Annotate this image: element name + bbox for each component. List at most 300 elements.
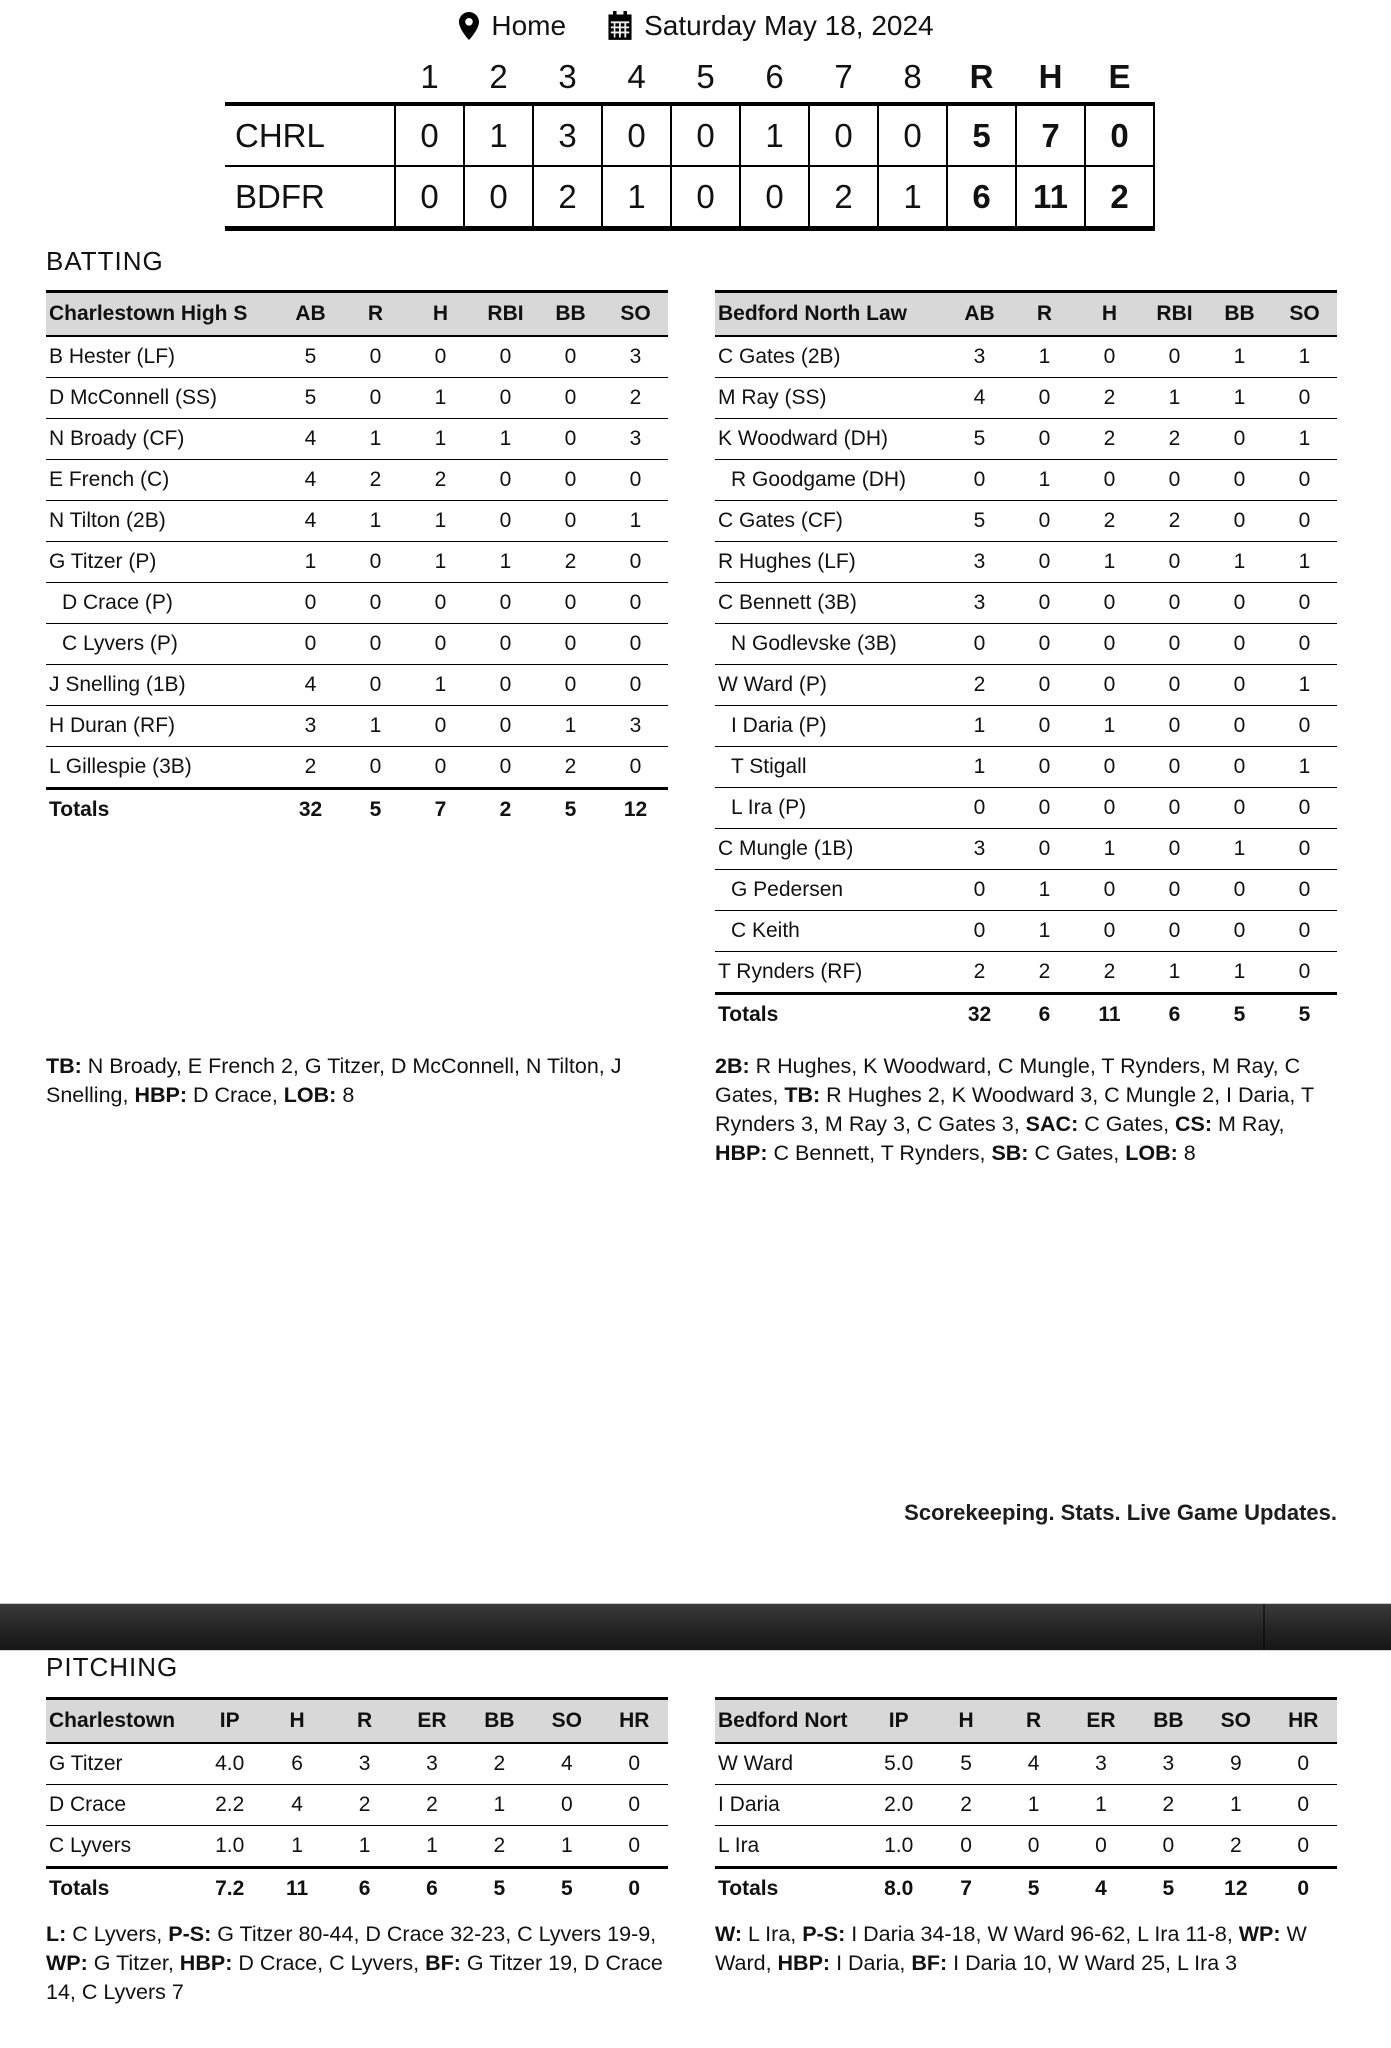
player-row — [46, 501, 668, 542]
stat-cell: 1 — [1207, 542, 1272, 583]
stat-cell: 1 — [343, 501, 408, 542]
note-text: C Gates, — [1028, 1141, 1126, 1166]
stat-cell: 2 — [1077, 419, 1142, 460]
stat-cell: 2 — [1012, 952, 1077, 994]
stat-header-row — [715, 1699, 1337, 1744]
player-row — [715, 583, 1337, 624]
stat-cell: 0 — [538, 419, 603, 460]
player-name-cell: M Ray (SS) — [715, 378, 947, 419]
stat-cell: 3 — [398, 1743, 465, 1785]
stat-header-row — [46, 1699, 668, 1744]
stat-cell: 5.0 — [865, 1743, 932, 1785]
totals-row — [715, 994, 1337, 1036]
summary-score-cell: 5 — [947, 104, 1016, 166]
inning-score-cell: 2 — [809, 166, 878, 229]
stat-cell: 2.0 — [865, 1785, 932, 1826]
stat-cell: 1 — [1012, 460, 1077, 501]
stat-cell: 0 — [473, 706, 538, 747]
linescore-team-row — [225, 104, 1154, 166]
note-label: SAC: — [1025, 1112, 1079, 1137]
inning-score-cell: 0 — [878, 104, 947, 166]
ad-banner[interactable] — [0, 1603, 1391, 1651]
note-label: SB: — [991, 1141, 1029, 1166]
stat-cell: 0 — [473, 583, 538, 624]
note-label: HBP: — [777, 1951, 831, 1976]
stat-column-header: BB — [1207, 292, 1272, 337]
inning-score-cell: 0 — [809, 104, 878, 166]
stat-column-header: H — [263, 1699, 330, 1744]
stat-cell: 3 — [1135, 1743, 1202, 1785]
stat-cell: 2 — [331, 1785, 398, 1826]
stat-cell: 0 — [343, 336, 408, 378]
player-row — [715, 911, 1337, 952]
player-row — [715, 870, 1337, 911]
stat-cell: 2 — [343, 460, 408, 501]
stat-column-header: IP — [196, 1699, 263, 1744]
stat-cell: 0 — [473, 460, 538, 501]
stat-cell: 1 — [343, 419, 408, 460]
linescore-corner-cell — [225, 52, 395, 104]
note-label: L: — [46, 1922, 67, 1946]
totals-stat-cell: 7.2 — [196, 1868, 263, 1910]
inning-header: 8 — [903, 58, 922, 95]
pitching-notes-charlestown — [46, 1920, 666, 2007]
player-row — [715, 1785, 1337, 1826]
stat-cell: 0 — [1077, 460, 1142, 501]
player-name-cell: R Hughes (LF) — [715, 542, 947, 583]
note-label: P-S: — [168, 1922, 212, 1946]
stat-cell: 0 — [1142, 460, 1207, 501]
note-label: W: — [715, 1922, 743, 1946]
totals-stat-cell: 5 — [1000, 1868, 1067, 1910]
note-text: G Titzer 19, D Crace 14, C Lyvers 7 — [46, 1951, 663, 2005]
note-label: LOB: — [283, 1083, 337, 1108]
stat-column-header: H — [1077, 292, 1142, 337]
stat-cell: 1 — [398, 1826, 465, 1868]
note-text: G Titzer, — [87, 1951, 180, 1976]
player-row — [715, 1743, 1337, 1785]
stat-column-header: RBI — [1142, 292, 1207, 337]
stat-cell: 2 — [538, 747, 603, 789]
stat-cell: 0 — [1207, 706, 1272, 747]
stat-cell: 0 — [932, 1826, 999, 1868]
stat-cell: 1 — [947, 747, 1012, 788]
stat-cell: 0 — [1270, 1785, 1337, 1826]
stat-cell: 0 — [1207, 419, 1272, 460]
stat-cell: 4 — [278, 419, 343, 460]
totals-row — [715, 1868, 1337, 1910]
stat-cell: 0 — [408, 747, 473, 789]
stat-column-header: AB — [947, 292, 1012, 337]
note-label: HBP: — [179, 1951, 233, 1976]
stat-cell: 0 — [1012, 829, 1077, 870]
stat-cell: 4 — [1000, 1743, 1067, 1785]
player-name-cell: C Lyvers — [46, 1826, 196, 1868]
player-name-cell: E French (C) — [46, 460, 278, 501]
stat-cell: 0 — [1142, 624, 1207, 665]
stat-cell: 1 — [1012, 911, 1077, 952]
inning-score-cell: 1 — [740, 104, 809, 166]
note-label: BF: — [911, 1951, 948, 1976]
stat-cell: 2 — [538, 542, 603, 583]
note-text: C Bennett, T Rynders, — [767, 1141, 992, 1166]
stat-cell: 0 — [603, 460, 668, 501]
stat-column-header: HR — [1270, 1699, 1337, 1744]
player-row — [46, 378, 668, 419]
stat-cell: 0 — [1142, 829, 1207, 870]
stat-cell: 0 — [1272, 460, 1337, 501]
location-label: Home — [491, 10, 567, 41]
player-name-cell: I Daria — [715, 1785, 865, 1826]
stat-cell: 0 — [1207, 583, 1272, 624]
stat-cell: 0 — [1270, 1826, 1337, 1868]
note-label: BF: — [425, 1951, 461, 1976]
stat-cell: 0 — [343, 665, 408, 706]
stat-cell: 1 — [278, 542, 343, 583]
stat-header-row — [715, 292, 1337, 337]
totals-stat-cell: 32 — [278, 789, 343, 831]
stat-cell: 0 — [1142, 870, 1207, 911]
inning-header: 1 — [420, 58, 439, 95]
stat-cell: 1 — [1272, 665, 1337, 706]
stat-cell: 0 — [1272, 501, 1337, 542]
note-text: L Ira, — [742, 1922, 803, 1946]
inning-score-cell: 1 — [878, 166, 947, 229]
summary-score-cell: 7 — [1016, 104, 1085, 166]
stat-column-header: H — [408, 292, 473, 337]
stat-cell: 0 — [1077, 336, 1142, 378]
totals-stat-cell: 6 — [1012, 994, 1077, 1036]
player-row — [46, 747, 668, 789]
player-name-cell: T Rynders (RF) — [715, 952, 947, 994]
player-row — [715, 542, 1337, 583]
stat-cell: 0 — [408, 706, 473, 747]
stat-cell: 2 — [1142, 501, 1207, 542]
note-text: D Crace, — [187, 1083, 284, 1108]
stat-cell: 0 — [1012, 788, 1077, 829]
stat-cell: 1.0 — [865, 1826, 932, 1868]
inning-score-cell: 0 — [395, 104, 464, 166]
stat-cell: 0 — [1067, 1826, 1134, 1868]
player-row — [46, 665, 668, 706]
totals-stat-cell: 5 — [466, 1868, 533, 1910]
stat-cell: 3 — [278, 706, 343, 747]
stat-cell: 1 — [473, 542, 538, 583]
inning-header: 2 — [489, 58, 508, 95]
stat-cell: 1 — [1207, 829, 1272, 870]
stat-cell: 3 — [603, 706, 668, 747]
stat-cell: 3 — [947, 583, 1012, 624]
stat-cell: 0 — [1272, 706, 1337, 747]
stat-cell: 0 — [1272, 624, 1337, 665]
linescore-table — [225, 52, 1155, 231]
stat-cell: 0 — [1012, 665, 1077, 706]
stat-cell: 2 — [1077, 501, 1142, 542]
stat-cell: 1 — [1272, 336, 1337, 378]
stat-cell: 0 — [1142, 665, 1207, 706]
note-text: R Hughes 2, K Woodward 3, C Mungle 2, I Daria, T Rynders 3, M Ray 3, C Gates 3, — [715, 1083, 1314, 1137]
player-name-cell: D Crace — [46, 1785, 196, 1826]
note-text: 8 — [1177, 1141, 1196, 1166]
stat-cell: 5 — [278, 336, 343, 378]
stat-cell: 1 — [1272, 542, 1337, 583]
stat-column-header: ER — [1067, 1699, 1134, 1744]
stat-cell: 0 — [1012, 378, 1077, 419]
stat-cell: 0 — [601, 1785, 668, 1826]
stat-cell: 9 — [1202, 1743, 1269, 1785]
stat-cell: 0 — [947, 624, 1012, 665]
stat-column-header: SO — [603, 292, 668, 337]
stat-cell: 0 — [1270, 1743, 1337, 1785]
note-text: D Crace, C Lyvers, — [232, 1951, 426, 1976]
player-name-cell: L Ira (P) — [715, 788, 947, 829]
totals-stat-cell: 6 — [398, 1868, 465, 1910]
totals-stat-cell: 5 — [1272, 994, 1337, 1036]
totals-stat-cell: 5 — [1135, 1868, 1202, 1910]
stat-column-header: AB — [278, 292, 343, 337]
stat-cell: 2 — [278, 747, 343, 789]
stat-cell: 0 — [1077, 870, 1142, 911]
inning-score-cell: 1 — [602, 166, 671, 229]
stat-column-header: BB — [466, 1699, 533, 1744]
stat-cell: 0 — [601, 1826, 668, 1868]
stat-cell: 1 — [331, 1826, 398, 1868]
totals-stat-cell: 7 — [408, 789, 473, 831]
stat-cell: 0 — [947, 870, 1012, 911]
stat-cell: 0 — [473, 747, 538, 789]
player-row — [715, 419, 1337, 460]
player-row — [46, 419, 668, 460]
player-row — [46, 1826, 668, 1868]
player-name-cell: N Tilton (2B) — [46, 501, 278, 542]
stat-cell: 3 — [603, 336, 668, 378]
stat-cell: 1 — [1067, 1785, 1134, 1826]
summary-header: E — [1108, 58, 1131, 95]
totals-stat-cell: 11 — [263, 1868, 330, 1910]
stat-cell: 0 — [343, 583, 408, 624]
stat-cell: 1 — [1012, 336, 1077, 378]
stat-cell: 1 — [603, 501, 668, 542]
stat-cell: 4 — [533, 1743, 600, 1785]
player-row — [715, 336, 1337, 378]
stat-cell: 0 — [601, 1743, 668, 1785]
stat-cell: 4 — [278, 501, 343, 542]
player-row — [715, 747, 1337, 788]
stat-cell: 0 — [1142, 336, 1207, 378]
stat-cell: 3 — [603, 419, 668, 460]
stat-cell: 3 — [331, 1743, 398, 1785]
player-name-cell: D Crace (P) — [46, 583, 278, 624]
totals-stat-cell: 0 — [601, 1868, 668, 1910]
player-name-cell: B Hester (LF) — [46, 336, 278, 378]
stat-cell: 2 — [1077, 952, 1142, 994]
stat-cell: 2 — [1142, 419, 1207, 460]
player-row — [715, 624, 1337, 665]
stat-cell: 1 — [1077, 542, 1142, 583]
inning-header: 4 — [627, 58, 646, 95]
stat-column-header: SO — [1272, 292, 1337, 337]
stat-cell: 0 — [538, 624, 603, 665]
stat-cell: 0 — [473, 378, 538, 419]
stat-header-row — [46, 292, 668, 337]
player-name-cell: C Lyvers (P) — [46, 624, 278, 665]
totals-label-cell: Totals — [715, 994, 947, 1036]
totals-row — [46, 1868, 668, 1910]
stat-cell: 4 — [947, 378, 1012, 419]
team-name-header: Charlestown — [46, 1699, 196, 1744]
player-row — [715, 501, 1337, 542]
stat-cell: 1 — [1077, 706, 1142, 747]
totals-stat-cell: 11 — [1077, 994, 1142, 1036]
stat-cell: 0 — [1207, 788, 1272, 829]
stat-cell: 1 — [408, 378, 473, 419]
stat-column-header: BB — [1135, 1699, 1202, 1744]
stat-cell: 1 — [1000, 1785, 1067, 1826]
totals-stat-cell: 32 — [947, 994, 1012, 1036]
totals-stat-cell: 0 — [1270, 1868, 1337, 1910]
stat-cell: 0 — [1207, 460, 1272, 501]
stat-cell: 1 — [1272, 419, 1337, 460]
stat-cell: 5 — [278, 378, 343, 419]
stat-cell: 0 — [1077, 624, 1142, 665]
stat-cell: 2 — [1077, 378, 1142, 419]
player-name-cell: I Daria (P) — [715, 706, 947, 747]
stat-cell: 1 — [473, 419, 538, 460]
team-name-header: Bedford Nort — [715, 1699, 865, 1744]
linescore-header-row — [225, 52, 1154, 104]
stat-cell: 0 — [1272, 829, 1337, 870]
stat-cell: 0 — [1142, 788, 1207, 829]
stat-cell: 4 — [278, 460, 343, 501]
stat-cell: 0 — [473, 336, 538, 378]
tagline-text: Scorekeeping. Stats. Live Game Updates. — [904, 1500, 1337, 1525]
team-code: CHRL — [225, 104, 395, 166]
note-text: I Daria 10, W Ward 25, L Ira 3 — [947, 1951, 1238, 1976]
player-row — [715, 1826, 1337, 1868]
player-name-cell: G Titzer — [46, 1743, 196, 1785]
player-name-cell: D McConnell (SS) — [46, 378, 278, 419]
stat-cell: 0 — [947, 788, 1012, 829]
stat-cell: 1 — [408, 542, 473, 583]
inning-score-cell: 0 — [602, 104, 671, 166]
stat-column-header: SO — [533, 1699, 600, 1744]
summary-header: H — [1038, 58, 1063, 95]
stat-cell: 0 — [1207, 911, 1272, 952]
stat-cell: 3 — [947, 336, 1012, 378]
stat-cell: 0 — [538, 665, 603, 706]
note-label: TB: — [784, 1083, 821, 1108]
player-row — [46, 1785, 668, 1826]
totals-stat-cell: 6 — [331, 1868, 398, 1910]
stat-cell: 2 — [1202, 1826, 1269, 1868]
stat-cell: 0 — [1272, 583, 1337, 624]
stat-cell: 5 — [947, 501, 1012, 542]
team-name-header: Charlestown High S — [46, 292, 278, 337]
stat-cell: 1 — [1142, 378, 1207, 419]
stat-cell: 2 — [947, 952, 1012, 994]
stat-cell: 0 — [343, 747, 408, 789]
stat-cell: 3 — [947, 542, 1012, 583]
stat-cell: 0 — [1142, 747, 1207, 788]
stat-cell: 6 — [263, 1743, 330, 1785]
note-text: 8 — [336, 1083, 355, 1108]
player-name-cell: W Ward (P) — [715, 665, 947, 706]
stat-cell: 4 — [278, 665, 343, 706]
stat-cell: 2 — [466, 1826, 533, 1868]
player-row — [715, 788, 1337, 829]
stat-cell: 2 — [947, 665, 1012, 706]
stat-column-header: R — [1012, 292, 1077, 337]
batting-notes-bedford — [715, 1052, 1343, 1168]
note-text: C Lyvers, — [66, 1922, 169, 1946]
stat-cell: 0 — [947, 911, 1012, 952]
batting-section-title: BATTING — [46, 246, 164, 276]
stat-cell: 0 — [1012, 747, 1077, 788]
stat-cell: 0 — [408, 583, 473, 624]
stat-cell: 0 — [1272, 911, 1337, 952]
stat-cell: 1 — [263, 1826, 330, 1868]
note-text: R Hughes, K Woodward, C Mungle, T Rynders, M Ray, C Gates, — [715, 1054, 1301, 1108]
player-name-cell: C Keith — [715, 911, 947, 952]
stat-cell: 1 — [1012, 870, 1077, 911]
stat-cell: 0 — [1272, 870, 1337, 911]
stat-cell: 1 — [533, 1826, 600, 1868]
player-row — [46, 542, 668, 583]
pitching-notes-bedford — [715, 1920, 1343, 1978]
summary-score-cell: 6 — [947, 166, 1016, 229]
totals-stat-cell: 5 — [538, 789, 603, 831]
totals-stat-cell: 5 — [1207, 994, 1272, 1036]
inning-score-cell: 0 — [740, 166, 809, 229]
stat-column-header: R — [331, 1699, 398, 1744]
game-header — [0, 10, 1391, 42]
note-label: WP: — [46, 1951, 88, 1976]
player-row — [715, 952, 1337, 994]
stat-column-header: SO — [1202, 1699, 1269, 1744]
note-label: 2B: — [715, 1054, 750, 1078]
stat-cell: 0 — [538, 378, 603, 419]
totals-stat-cell: 12 — [603, 789, 668, 831]
stat-cell: 1 — [1207, 336, 1272, 378]
summary-header: R — [969, 58, 994, 95]
player-row — [46, 624, 668, 665]
stat-cell: 0 — [1012, 583, 1077, 624]
totals-stat-cell: 5 — [533, 1868, 600, 1910]
stat-cell: 0 — [1077, 911, 1142, 952]
note-text: I Daria, — [830, 1951, 912, 1976]
player-row — [715, 460, 1337, 501]
pitching-table-charlestown — [46, 1697, 668, 1909]
stat-cell: 0 — [538, 460, 603, 501]
team-name-header: Bedford North Law — [715, 292, 947, 337]
summary-score-cell: 0 — [1085, 104, 1154, 166]
stat-cell: 0 — [343, 624, 408, 665]
stat-cell: 0 — [278, 624, 343, 665]
stat-cell: 0 — [538, 501, 603, 542]
stat-cell: 2 — [408, 460, 473, 501]
game-date — [606, 10, 934, 42]
player-row — [46, 583, 668, 624]
linescore-team-row — [225, 166, 1154, 229]
player-row — [46, 706, 668, 747]
stat-cell: 0 — [1207, 624, 1272, 665]
stat-cell: 1 — [408, 501, 473, 542]
stat-cell: 3 — [1067, 1743, 1134, 1785]
inning-score-cell: 2 — [533, 166, 602, 229]
inning-score-cell: 0 — [395, 166, 464, 229]
stat-cell: 1 — [538, 706, 603, 747]
player-name-cell: L Gillespie (3B) — [46, 747, 278, 789]
